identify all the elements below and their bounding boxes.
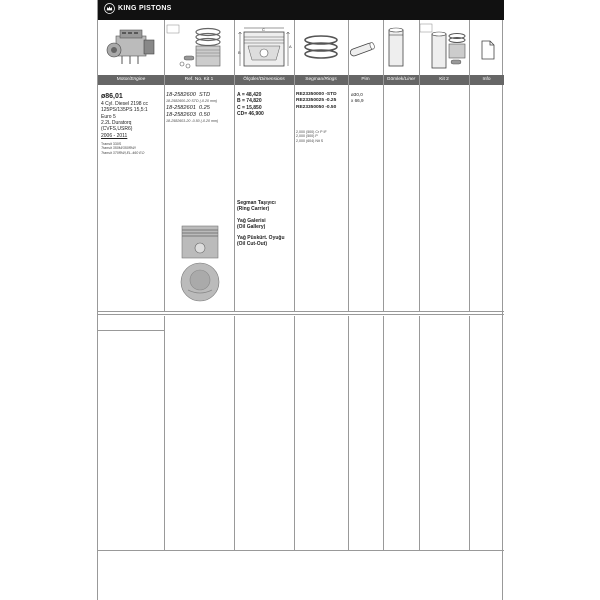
engine-spec-line: (CVFS,USR6) bbox=[101, 126, 133, 133]
brand-name: KING PISTONS bbox=[118, 5, 172, 12]
piston-dimension-icon bbox=[236, 24, 292, 70]
engine-cell bbox=[101, 92, 163, 155]
row-divider bbox=[98, 550, 504, 551]
column-divider bbox=[234, 316, 235, 550]
ring-spec: 2,000 (500) Cr P IF bbox=[296, 130, 327, 134]
svg-text:B: B bbox=[238, 50, 241, 55]
column-divider bbox=[419, 316, 420, 550]
header-dimensions: Ölçüler/Dimensions bbox=[243, 77, 285, 82]
row-divider bbox=[98, 330, 164, 331]
header-rings: Segman/Rings bbox=[305, 77, 337, 82]
feature-tr: Yağ Püskürt. Oyuğu bbox=[237, 235, 285, 242]
info-image bbox=[480, 40, 496, 60]
ring-specs bbox=[296, 130, 348, 143]
column-divider bbox=[234, 20, 235, 312]
column-divider bbox=[348, 316, 349, 550]
bore-diameter: ø86,01 bbox=[101, 93, 123, 100]
rings-image bbox=[298, 28, 344, 68]
ref-code-std: 18-2582600 STD bbox=[166, 92, 211, 98]
feature-en: (Ring Carrier) bbox=[237, 206, 270, 213]
full-kit-icon bbox=[418, 22, 468, 72]
engine-model: Transit 350M/350RWI bbox=[101, 146, 136, 151]
header-liner: Gömlek/Liner bbox=[386, 77, 416, 82]
engine-model: Transit 370RWI,EL-460 EO bbox=[101, 150, 145, 155]
piston-kit-icon bbox=[164, 22, 234, 72]
catalog-page bbox=[97, 0, 503, 600]
features-cell bbox=[237, 200, 295, 248]
ring-code: RE23350050 -0.50 bbox=[296, 104, 337, 110]
ring-code: RE23350025 -0.25 bbox=[296, 98, 337, 104]
ref-sub: 18-2582600-20 STD (-0.20 mm) bbox=[166, 99, 218, 103]
column-divider bbox=[294, 20, 295, 312]
piston-pin-icon bbox=[348, 36, 376, 64]
dim-cd: CD= 46,900 bbox=[237, 110, 264, 117]
brand-logo bbox=[104, 3, 172, 14]
kit2-image bbox=[418, 22, 468, 72]
piston-side-icon bbox=[178, 222, 222, 304]
pin-cell bbox=[351, 92, 383, 105]
svg-text:A: A bbox=[289, 44, 292, 49]
dim-a: A = 48,420 bbox=[237, 92, 262, 98]
column-divider bbox=[469, 316, 470, 550]
row-divider bbox=[98, 314, 504, 315]
piston-kit-image bbox=[164, 22, 234, 72]
ref-sub: 18-2582603-20 -0.50 (-0.20 mm) bbox=[166, 119, 219, 124]
feature-en: (Oil Gallery) bbox=[237, 223, 266, 230]
liner-image bbox=[386, 26, 406, 70]
header-ref: Ref. No. Kit 1 bbox=[184, 77, 214, 82]
column-divider bbox=[294, 316, 295, 550]
engine-spec-line: Euro 5 bbox=[101, 113, 116, 120]
engine-spec-line: 4 Cyl. Diesel 2198 cc bbox=[101, 101, 148, 107]
cylinder-liner-icon bbox=[386, 26, 406, 70]
brand-bar bbox=[98, 0, 504, 20]
column-divider bbox=[164, 20, 165, 312]
crown-icon bbox=[104, 3, 115, 14]
engine-model: Transit 330S bbox=[101, 141, 122, 146]
ring-spec: 2,000 (500) P bbox=[296, 134, 318, 139]
column-divider bbox=[419, 20, 420, 312]
dim-c: C = 15,850 bbox=[237, 104, 262, 111]
column-divider bbox=[383, 316, 384, 550]
rings-cell bbox=[296, 92, 348, 111]
engine-years: 2006 - 2011 bbox=[101, 133, 128, 140]
feature-tr: Yağ Galerisi bbox=[237, 217, 266, 224]
header-engine: Motor/Engine bbox=[116, 77, 146, 82]
dim-b: B = 74,820 bbox=[237, 98, 262, 105]
ref-cell bbox=[166, 92, 232, 124]
document-icon bbox=[480, 40, 496, 60]
feature-tr: Segman Taşıyıcı bbox=[237, 200, 276, 206]
ring-spec: 2,000 (604) Nit S bbox=[296, 138, 324, 143]
piston-photo bbox=[178, 222, 222, 304]
column-divider bbox=[164, 316, 165, 550]
dims-cell bbox=[237, 92, 293, 117]
piston-rings-icon bbox=[298, 28, 344, 68]
row-divider bbox=[98, 311, 504, 312]
column-divider bbox=[348, 20, 349, 312]
engine-icon bbox=[104, 24, 162, 70]
header-pin: Pim bbox=[361, 77, 370, 82]
column-divider bbox=[383, 20, 384, 312]
ref-code-025: 18-2582601 0.25 bbox=[166, 105, 210, 112]
engine-image bbox=[104, 24, 162, 70]
header-kit2: Kit 2 bbox=[439, 77, 449, 82]
ref-code-050: 18-2582603 0.50 bbox=[166, 112, 210, 119]
dimensions-image bbox=[236, 24, 292, 70]
column-divider bbox=[469, 20, 470, 312]
pin-diameter: ø30,0 bbox=[351, 92, 363, 97]
feature-en: (Oil Cut-Out) bbox=[237, 241, 267, 248]
engine-spec-line: 2.2L Duratorq bbox=[101, 119, 132, 126]
header-info: Info bbox=[482, 77, 491, 82]
svg-text:C: C bbox=[262, 27, 265, 32]
ring-code: RE23350000 -STD bbox=[296, 92, 337, 97]
pin-length: x 66,9 bbox=[351, 98, 364, 104]
engine-spec-line: 125PS/135PS 15,5:1 bbox=[101, 107, 148, 114]
pin-image bbox=[348, 36, 376, 64]
